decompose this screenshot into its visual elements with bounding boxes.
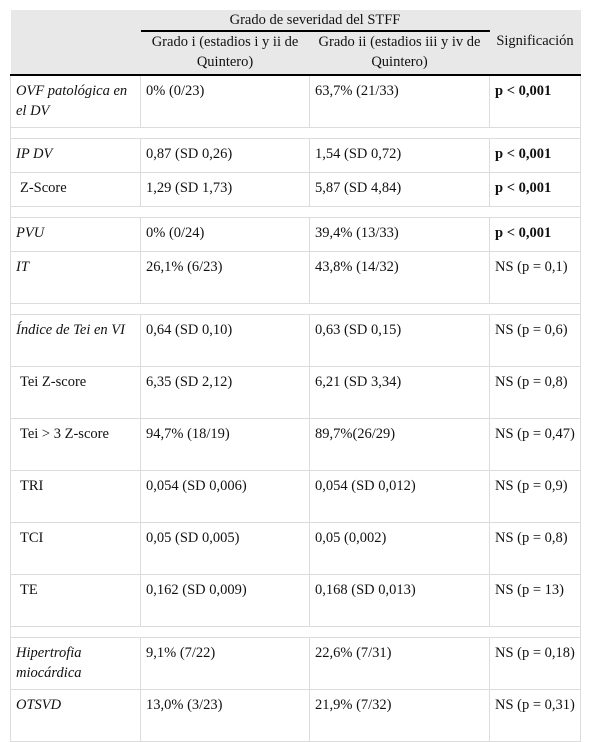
cell-significacion: NS (p = 0,31)	[490, 690, 581, 742]
row-label: Índice de Tei en VI	[11, 315, 141, 367]
row-label: TRI	[11, 471, 141, 523]
spacer-row	[11, 627, 581, 638]
cell-grado-ii: 0,05 (0,002)	[310, 523, 490, 575]
cell-grado-ii: 89,7%(26/29)	[310, 419, 490, 471]
row-label: OVF patológica en el DV	[11, 75, 141, 128]
table-row	[11, 575, 581, 627]
cell-grado-ii: 22,6% (7/31)	[310, 638, 490, 690]
table-row	[11, 523, 581, 575]
cell-grado-ii: 21,9% (7/32)	[310, 690, 490, 742]
table-row	[11, 690, 581, 742]
cell-significacion: NS (p = 13)	[490, 575, 581, 627]
cell-significacion: NS (p = 0,9)	[490, 471, 581, 523]
row-label: Z-Score	[11, 173, 141, 207]
spacer-row	[11, 207, 581, 218]
cell-grado-ii: 43,8% (14/32)	[310, 252, 490, 304]
header-empty-top	[490, 10, 581, 31]
table-row	[11, 252, 581, 304]
table-row	[11, 367, 581, 419]
row-label: Hipertrofia miocárdica	[11, 638, 141, 690]
header-group: Grado de severidad del STFF	[141, 10, 490, 31]
cell-grado-i: 0,87 (SD 0,26)	[141, 139, 310, 173]
table-row	[11, 315, 581, 367]
cell-significacion: NS (p = 0,8)	[490, 367, 581, 419]
header-grado-ii: Grado ii (estadios iii y iv de Quintero)	[310, 31, 490, 75]
cell-grado-ii: 63,7% (21/33)	[310, 75, 490, 128]
cell-significacion: NS (p = 0,6)	[490, 315, 581, 367]
cell-significacion: NS (p = 0,18)	[490, 638, 581, 690]
cell-significacion: p < 0,001	[490, 75, 581, 128]
cell-significacion: p < 0,001	[490, 139, 581, 173]
cell-grado-ii: 0,054 (SD 0,012)	[310, 471, 490, 523]
header-significacion: Significación	[490, 31, 581, 75]
cell-significacion: NS (p = 0,8)	[490, 523, 581, 575]
header-grado-i: Grado i (estadios i y ii de Quintero)	[141, 31, 310, 75]
table-row	[11, 218, 581, 252]
spacer-row	[11, 128, 581, 139]
table-row	[11, 173, 581, 207]
cell-grado-ii: 39,4% (13/33)	[310, 218, 490, 252]
cell-significacion: p < 0,001	[490, 218, 581, 252]
cell-grado-ii: 0,63 (SD 0,15)	[310, 315, 490, 367]
cell-grado-i: 0,64 (SD 0,10)	[141, 315, 310, 367]
row-label: Tei > 3 Z-score	[11, 419, 141, 471]
table-row	[11, 419, 581, 471]
cell-grado-ii: 6,21 (SD 3,34)	[310, 367, 490, 419]
table-row	[11, 471, 581, 523]
cell-grado-i: 13,0% (3/23)	[141, 690, 310, 742]
stff-severity-table	[10, 10, 581, 742]
cell-grado-i: 6,35 (SD 2,12)	[141, 367, 310, 419]
cell-grado-i: 9,1% (7/22)	[141, 638, 310, 690]
cell-grado-ii: 5,87 (SD 4,84)	[310, 173, 490, 207]
cell-grado-i: 1,29 (SD 1,73)	[141, 173, 310, 207]
row-label: IT	[11, 252, 141, 304]
cell-grado-i: 0,162 (SD 0,009)	[141, 575, 310, 627]
cell-grado-ii: 0,168 (SD 0,013)	[310, 575, 490, 627]
cell-grado-i: 0% (0/23)	[141, 75, 310, 128]
cell-grado-i: 0,054 (SD 0,006)	[141, 471, 310, 523]
row-label: IP DV	[11, 139, 141, 173]
row-label: TE	[11, 575, 141, 627]
table-row	[11, 139, 581, 173]
cell-significacion: p < 0,001	[490, 173, 581, 207]
row-label: OTSVD	[11, 690, 141, 742]
spacer-row	[11, 304, 581, 315]
row-label: PVU	[11, 218, 141, 252]
table-row	[11, 75, 581, 128]
cell-significacion: NS (p = 0,1)	[490, 252, 581, 304]
cell-grado-i: 0% (0/24)	[141, 218, 310, 252]
table-row	[11, 638, 581, 690]
row-label: TCI	[11, 523, 141, 575]
cell-grado-i: 26,1% (6/23)	[141, 252, 310, 304]
row-label: Tei Z-score	[11, 367, 141, 419]
cell-grado-i: 0,05 (SD 0,005)	[141, 523, 310, 575]
cell-significacion: NS (p = 0,47)	[490, 419, 581, 471]
cell-grado-ii: 1,54 (SD 0,72)	[310, 139, 490, 173]
header-empty-cell	[11, 10, 141, 75]
cell-grado-i: 94,7% (18/19)	[141, 419, 310, 471]
